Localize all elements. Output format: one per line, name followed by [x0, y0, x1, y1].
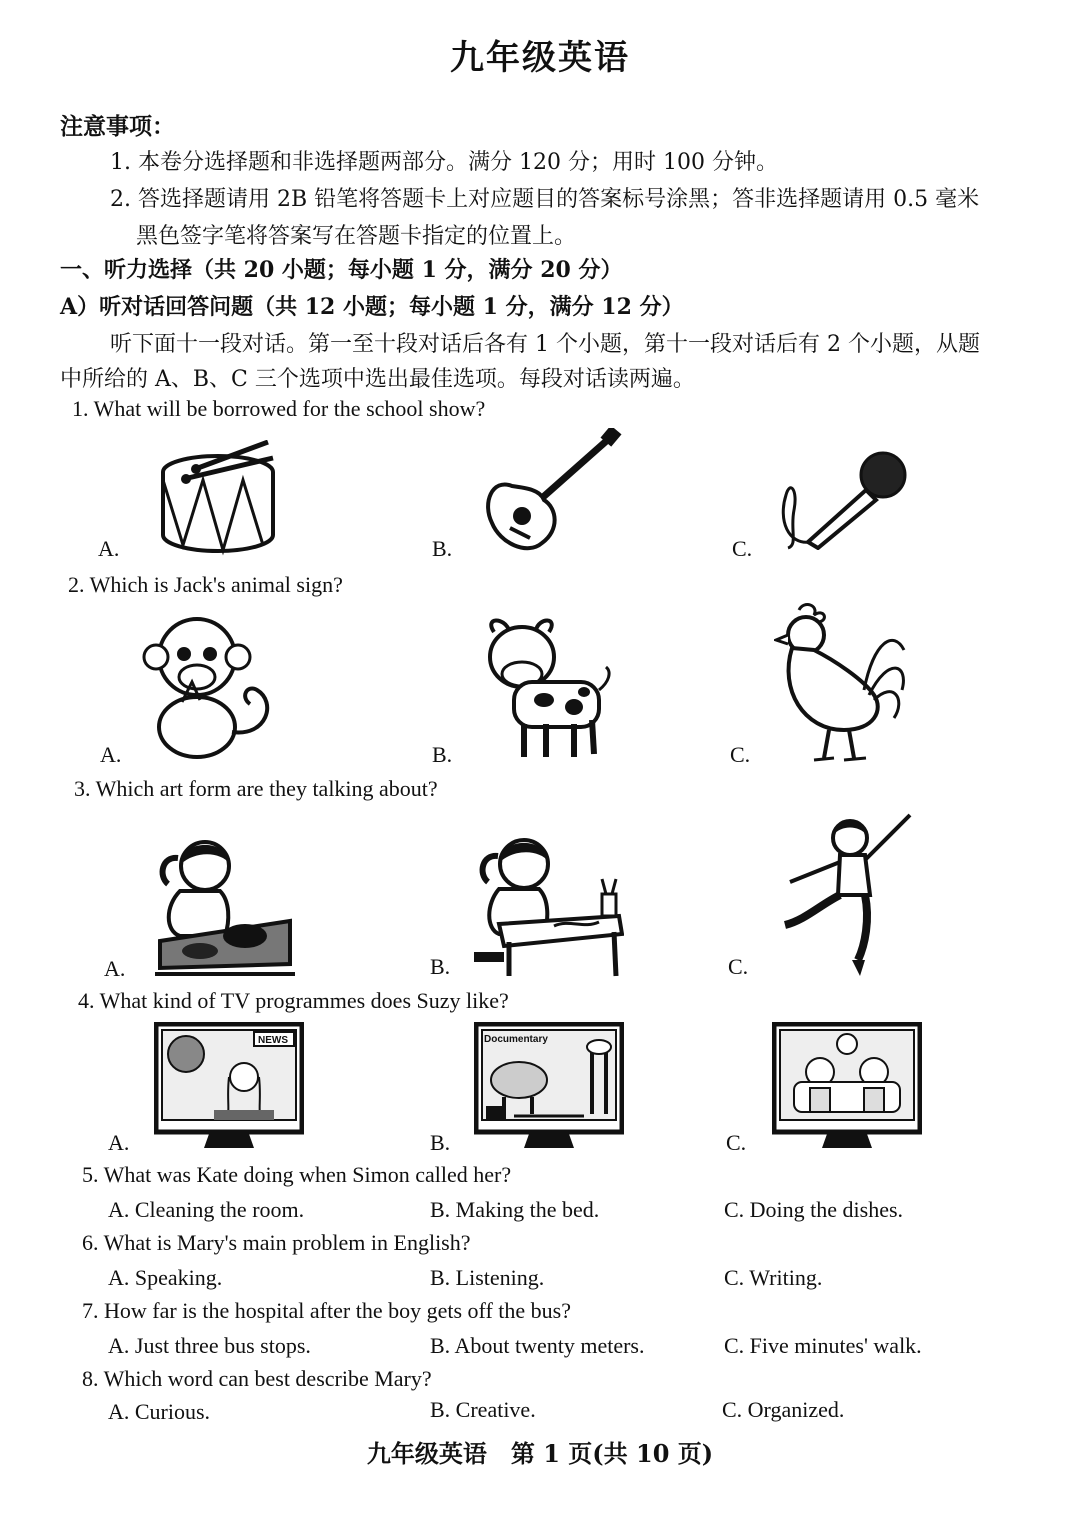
- monkey-icon: [142, 612, 287, 762]
- option-label: C.: [732, 536, 753, 561]
- question-4: 4. What kind of TV programmes does Suzy like?: [78, 988, 509, 1013]
- instructions-line-1: 听下面十一段对话。第一至十段对话后各有 1 个小题，第十一段对话后有 2 个小题，从题: [110, 332, 980, 357]
- question-6: 6. What is Mary's main problem in English?: [82, 1230, 471, 1255]
- option-b: B. Making the bed.: [430, 1197, 600, 1222]
- instructions-line-2: 中所给的 A、B、C 三个选项中选出最佳选项。每段对话读两遍。: [60, 367, 695, 392]
- option-label: A.: [104, 956, 126, 981]
- option-label: A.: [98, 536, 120, 561]
- documentary-tv-icon: [474, 1022, 624, 1150]
- comedy-tv-icon: [772, 1022, 922, 1150]
- tv-text-news: NEWS: [258, 1035, 288, 1046]
- paper-cutting-girl-icon: [150, 836, 295, 978]
- notice-item-2-line-1: 2. 答选择题请用 2B 铅笔将答题卡上对应题目的答案标号涂黑；答非选择题请用 0.5 毫米: [110, 187, 980, 212]
- question-8: 8. Which word can best describe Mary?: [82, 1366, 432, 1391]
- question-5: 5. What was Kate doing when Simon called her?: [82, 1162, 512, 1187]
- option-a: A. Speaking.: [108, 1265, 223, 1290]
- option-label: B.: [430, 954, 451, 979]
- notice-item-1: 1. 本卷分选择题和非选择题两部分。满分 120 分；用时 100 分钟。: [110, 150, 778, 175]
- rooster-icon: [774, 600, 909, 768]
- option-b: B. Creative.: [430, 1397, 536, 1422]
- option-label: B.: [430, 1130, 451, 1155]
- option-b: B. About twenty meters.: [430, 1333, 645, 1358]
- painting-girl-icon: [474, 834, 624, 978]
- question-7: 7. How far is the hospital after the boy gets off the bus?: [82, 1298, 571, 1323]
- option-label: C.: [730, 742, 751, 767]
- option-c: C. Doing the dishes.: [724, 1197, 904, 1222]
- option-c: C. Organized.: [722, 1397, 845, 1422]
- question-2: 2. Which is Jack's animal sign?: [68, 572, 343, 597]
- option-label: C.: [728, 954, 749, 979]
- section-heading: 一、听力选择（共 20 小题；每小题 1 分，满分 20 分）: [60, 257, 623, 283]
- ox-icon: [474, 612, 614, 762]
- option-label: C.: [726, 1130, 747, 1155]
- dancing-girl-icon: [770, 810, 915, 978]
- page-footer: 九年级英语 第 1 页(共 10 页): [366, 1439, 714, 1468]
- option-c: C. Five minutes' walk.: [724, 1333, 922, 1358]
- tv-text-documentary: Documentary: [484, 1034, 548, 1045]
- part-a-heading: A）听对话回答问题（共 12 小题；每小题 1 分，满分 12 分）: [60, 294, 684, 320]
- drum-icon: [158, 440, 283, 560]
- news-tv-icon: [154, 1022, 304, 1150]
- option-label: A.: [108, 1130, 130, 1155]
- microphone-icon: [778, 450, 913, 550]
- question-3: 3. Which art form are they talking about?: [74, 776, 438, 801]
- option-label: A.: [100, 742, 122, 767]
- option-label: B.: [432, 742, 453, 767]
- question-1: 1. What will be borrowed for the school show?: [72, 396, 486, 421]
- notice-item-2-line-2: 黑色签字笔将答案写在答题卡指定的位置上。: [136, 224, 577, 249]
- option-a: A. Curious.: [108, 1399, 211, 1424]
- option-c: C. Writing.: [724, 1265, 823, 1290]
- option-a: A. Cleaning the room.: [108, 1197, 305, 1222]
- page-title: 九年级英语: [450, 38, 630, 78]
- notice-heading: 注意事项：: [60, 113, 175, 140]
- option-b: B. Listening.: [430, 1265, 545, 1290]
- option-label: B.: [432, 536, 453, 561]
- guitar-icon: [482, 428, 622, 558]
- option-a: A. Just three bus stops.: [108, 1333, 311, 1358]
